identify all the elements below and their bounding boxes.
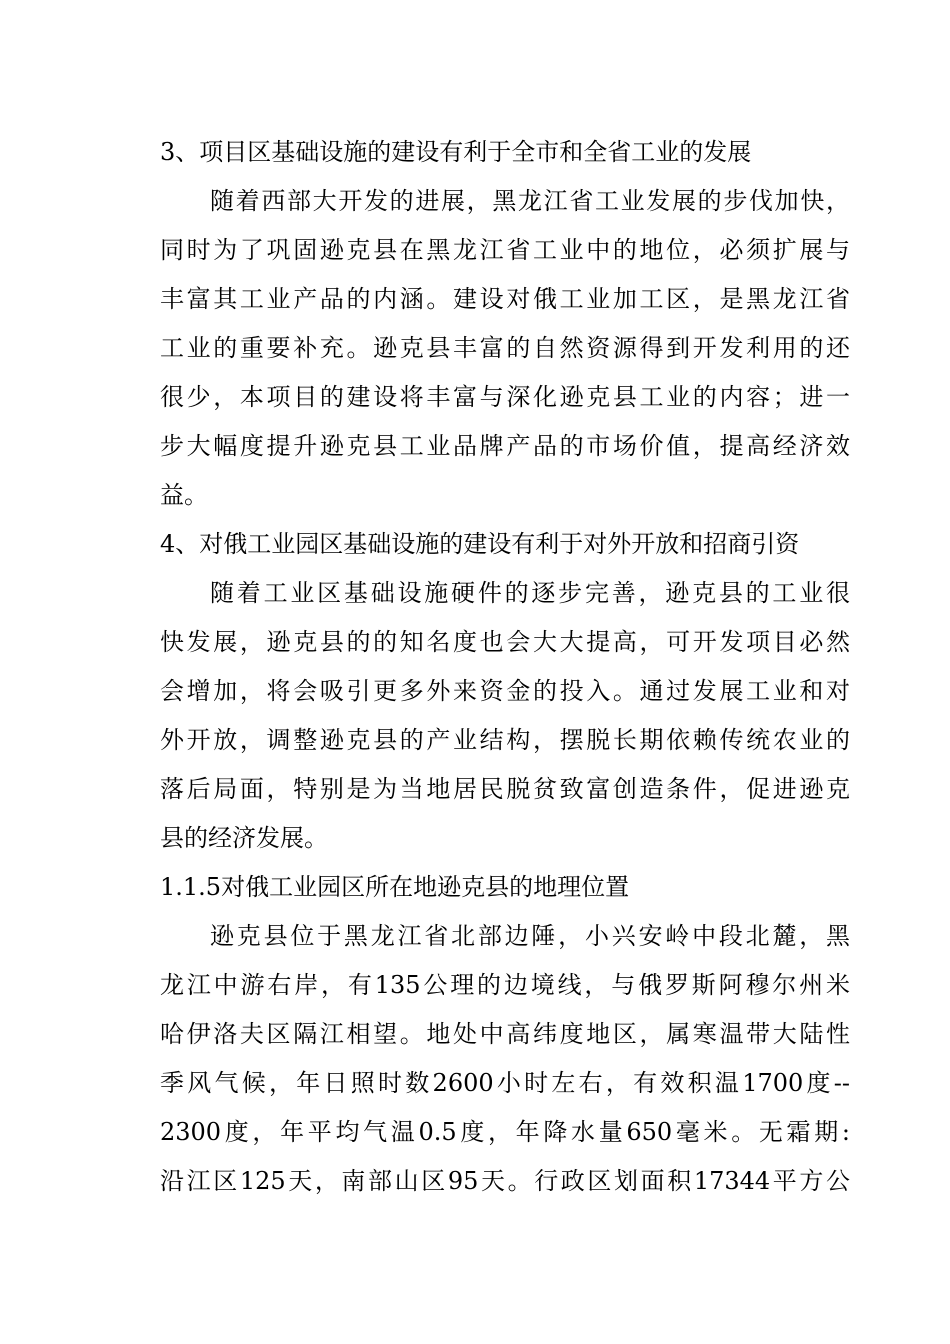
section-heading-3: 3、项目区基础设施的建设有利于全市和全省工业的发展 [160,138,752,166]
paragraph-line: 落后局面，特别是为当地居民脱贫致富创造条件，促进逊克 [160,775,850,803]
paragraph-line: 县的经济发展。 [160,824,328,852]
paragraph-line: 沿江区125天，南部山区95天。行政区划面积17344平方公 [160,1167,850,1195]
paragraph-line: 步大幅度提升逊克县工业品牌产品的市场价值，提高经济效 [160,432,850,460]
paragraph-line: 很少，本项目的建设将丰富与深化逊克县工业的内容；进一 [160,383,850,411]
paragraph-line: 会增加，将会吸引更多外来资金的投入。通过发展工业和对 [160,677,850,705]
paragraph-line: 同时为了巩固逊克县在黑龙江省工业中的地位，必须扩展与 [160,236,850,264]
paragraph-line: 龙江中游右岸，有135公理的边境线，与俄罗斯阿穆尔州米 [160,971,850,999]
paragraph-line: 丰富其工业产品的内涵。建设对俄工业加工区，是黑龙江省 [160,285,850,313]
paragraph-line: 随着工业区基础设施硬件的逐步完善，逊克县的工业很 [210,579,850,607]
section-heading-4: 4、对俄工业园区基础设施的建设有利于对外开放和招商引资 [160,530,800,558]
paragraph-line: 快发展，逊克县的的知名度也会大大提高，可开发项目必然 [160,628,850,656]
paragraph-line: 随着西部大开发的进展，黑龙江省工业发展的步伐加快， [210,187,850,215]
paragraph-line: 2300度，年平均气温0.5度，年降水量650毫米。无霜期: [160,1118,850,1146]
paragraph-line: 季风气候，年日照时数2600小时左右，有效积温1700度-- [160,1069,850,1097]
paragraph-line: 逊克县位于黑龙江省北部边陲，小兴安岭中段北麓，黑 [210,922,850,950]
paragraph-line: 哈伊洛夫区隔江相望。地处中高纬度地区，属寒温带大陆性 [160,1020,850,1048]
paragraph-line: 外开放，调整逊克县的产业结构，摆脱长期依赖传统农业的 [160,726,850,754]
paragraph-line: 益。 [160,481,208,509]
paragraph-line: 工业的重要补充。逊克县丰富的自然资源得到开发利用的还 [160,334,850,362]
document-body [160,128,850,1206]
section-heading-1-1-5: 1.1.5对俄工业园区所在地逊克县的地理位置 [160,873,630,901]
